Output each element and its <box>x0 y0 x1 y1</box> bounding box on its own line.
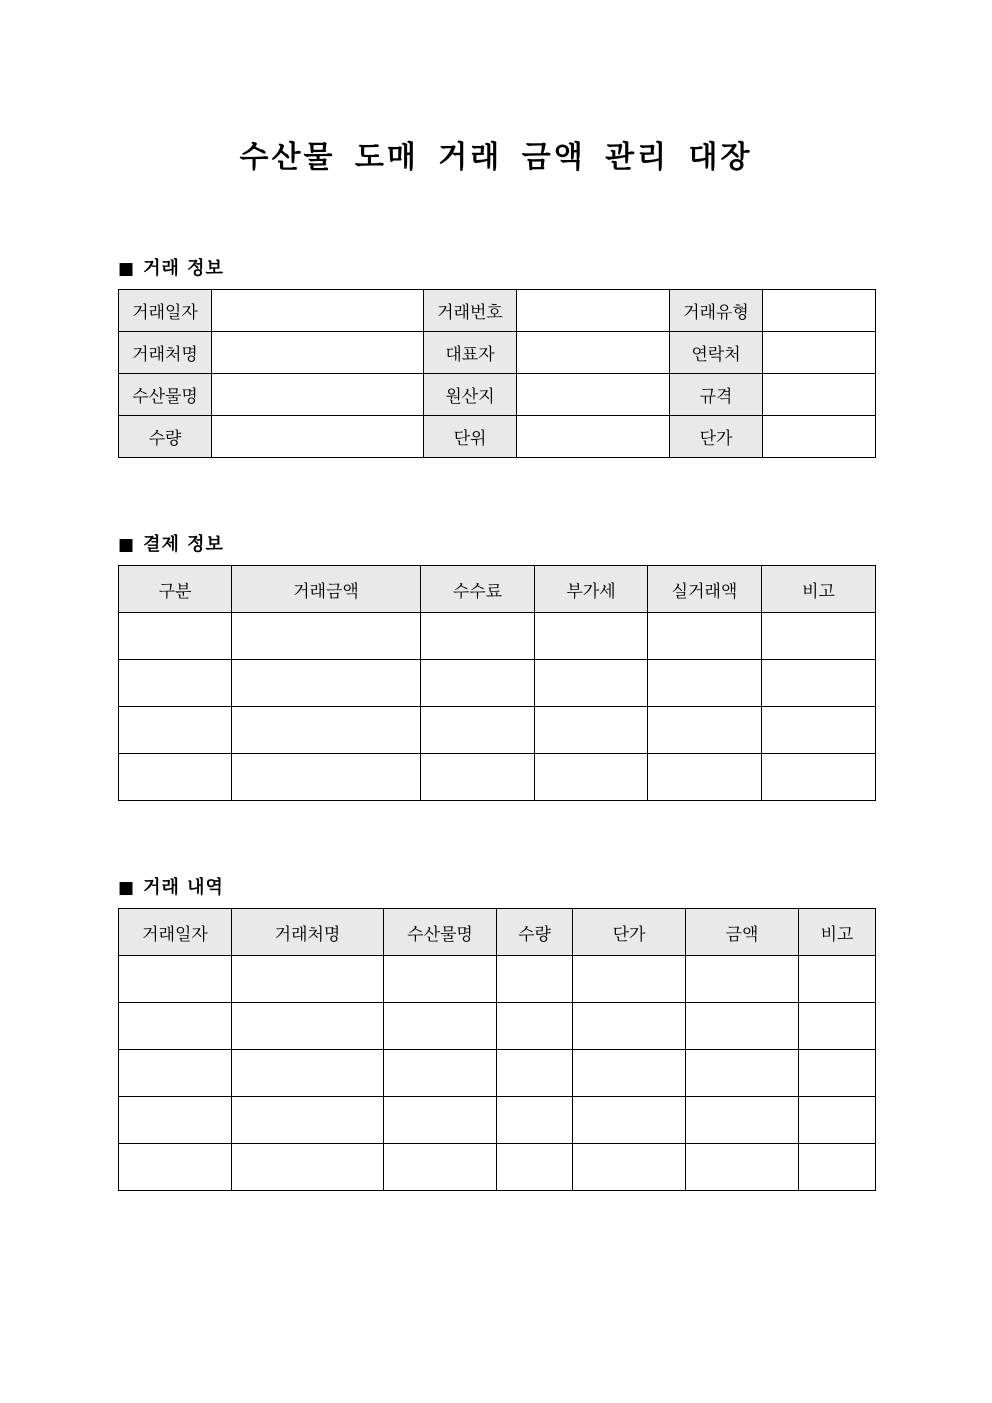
section-title: 거래 내역 <box>143 877 224 898</box>
table-cell[interactable] <box>119 707 232 754</box>
field-label: 수량 <box>119 416 212 458</box>
section-title: 결제 정보 <box>143 534 224 555</box>
field-value[interactable] <box>212 290 424 332</box>
field-label: 대표자 <box>424 332 517 374</box>
table-cell[interactable] <box>497 1050 573 1097</box>
table-cell[interactable] <box>232 1097 384 1144</box>
table-cell[interactable] <box>686 1003 799 1050</box>
table-row <box>119 754 876 801</box>
table-cell[interactable] <box>119 1003 232 1050</box>
field-label: 단가 <box>670 416 763 458</box>
table-cell[interactable] <box>799 1144 876 1191</box>
table-cell[interactable] <box>232 613 421 660</box>
column-header: 거래처명 <box>232 909 384 956</box>
table-cell[interactable] <box>648 613 762 660</box>
table-cell[interactable] <box>573 1050 686 1097</box>
field-label: 거래처명 <box>119 332 212 374</box>
table-cell[interactable] <box>762 660 876 707</box>
section-heading-info <box>118 254 224 280</box>
field-label: 연락처 <box>670 332 763 374</box>
table-cell[interactable] <box>232 754 421 801</box>
field-value[interactable] <box>763 416 876 458</box>
table-cell[interactable] <box>497 1003 573 1050</box>
table-cell[interactable] <box>232 707 421 754</box>
table-header-row <box>119 909 876 956</box>
table-cell[interactable] <box>648 660 762 707</box>
table-cell[interactable] <box>119 660 232 707</box>
field-value[interactable] <box>763 332 876 374</box>
field-value[interactable] <box>763 290 876 332</box>
table-row <box>119 290 876 332</box>
column-header: 수산물명 <box>384 909 497 956</box>
table-row <box>119 956 876 1003</box>
table-cell[interactable] <box>648 754 762 801</box>
table-cell[interactable] <box>686 1050 799 1097</box>
table-cell[interactable] <box>421 613 535 660</box>
table-cell[interactable] <box>497 1144 573 1191</box>
table-cell[interactable] <box>799 956 876 1003</box>
field-label: 원산지 <box>424 374 517 416</box>
table-cell[interactable] <box>535 613 648 660</box>
table-cell[interactable] <box>686 1097 799 1144</box>
table-cell[interactable] <box>232 1144 384 1191</box>
field-value[interactable] <box>212 374 424 416</box>
table-row <box>119 374 876 416</box>
table-cell[interactable] <box>232 660 421 707</box>
column-header: 거래금액 <box>232 566 421 613</box>
table-cell[interactable] <box>573 1144 686 1191</box>
table-cell[interactable] <box>762 754 876 801</box>
square-bullet-icon: ■ <box>118 878 136 898</box>
table-cell[interactable] <box>799 1050 876 1097</box>
column-header: 단가 <box>573 909 686 956</box>
table-cell[interactable] <box>384 1050 497 1097</box>
column-header: 실거래액 <box>648 566 762 613</box>
field-label: 거래유형 <box>670 290 763 332</box>
field-value[interactable] <box>212 332 424 374</box>
table-cell[interactable] <box>762 613 876 660</box>
column-header: 거래일자 <box>119 909 232 956</box>
section-title: 거래 정보 <box>143 258 224 279</box>
field-value[interactable] <box>517 374 670 416</box>
column-header: 수수료 <box>421 566 535 613</box>
table-cell[interactable] <box>573 1003 686 1050</box>
transaction-history-table <box>118 908 876 1191</box>
table-header-row <box>119 566 876 613</box>
page-title: 수산물 도매 거래 금액 관리 대장 <box>239 140 753 175</box>
table-cell[interactable] <box>497 956 573 1003</box>
table-cell[interactable] <box>686 1144 799 1191</box>
table-cell[interactable] <box>232 1050 384 1097</box>
table-row <box>119 1097 876 1144</box>
square-bullet-icon: ■ <box>118 259 136 279</box>
field-value[interactable] <box>517 332 670 374</box>
table-cell[interactable] <box>421 754 535 801</box>
field-label: 수산물명 <box>119 374 212 416</box>
column-header: 비고 <box>799 909 876 956</box>
table-cell[interactable] <box>119 1097 232 1144</box>
table-cell[interactable] <box>573 1097 686 1144</box>
section-heading-history <box>118 873 224 899</box>
table-cell[interactable] <box>535 660 648 707</box>
table-cell[interactable] <box>799 1003 876 1050</box>
table-cell[interactable] <box>799 1097 876 1144</box>
table-row <box>119 660 876 707</box>
field-label: 규격 <box>670 374 763 416</box>
table-row <box>119 1003 876 1050</box>
field-label: 단위 <box>424 416 517 458</box>
table-cell[interactable] <box>119 956 232 1003</box>
table-cell[interactable] <box>232 1003 384 1050</box>
column-header: 부가세 <box>535 566 648 613</box>
table-cell[interactable] <box>421 707 535 754</box>
table-row <box>119 332 876 374</box>
table-cell[interactable] <box>384 1003 497 1050</box>
table-cell[interactable] <box>535 754 648 801</box>
table-row <box>119 1050 876 1097</box>
column-header: 금액 <box>686 909 799 956</box>
column-header: 구분 <box>119 566 232 613</box>
table-cell[interactable] <box>421 660 535 707</box>
table-row <box>119 416 876 458</box>
table-cell[interactable] <box>384 1097 497 1144</box>
field-label: 거래번호 <box>424 290 517 332</box>
table-cell[interactable] <box>384 956 497 1003</box>
table-cell[interactable] <box>119 1144 232 1191</box>
table-cell[interactable] <box>762 707 876 754</box>
payment-info-table <box>118 565 876 801</box>
field-value[interactable] <box>517 290 670 332</box>
table-cell[interactable] <box>686 956 799 1003</box>
table-row <box>119 1144 876 1191</box>
table-cell[interactable] <box>535 707 648 754</box>
field-label: 거래일자 <box>119 290 212 332</box>
column-header: 비고 <box>762 566 876 613</box>
table-cell[interactable] <box>648 707 762 754</box>
table-cell[interactable] <box>384 1144 497 1191</box>
section-heading-payment <box>118 530 224 556</box>
field-value[interactable] <box>763 374 876 416</box>
table-cell[interactable] <box>119 754 232 801</box>
field-value[interactable] <box>517 416 670 458</box>
table-cell[interactable] <box>119 1050 232 1097</box>
table-cell[interactable] <box>573 956 686 1003</box>
table-row <box>119 707 876 754</box>
table-row <box>119 613 876 660</box>
table-cell[interactable] <box>497 1097 573 1144</box>
table-cell[interactable] <box>232 956 384 1003</box>
transaction-info-table <box>118 289 876 458</box>
column-header: 수량 <box>497 909 573 956</box>
table-cell[interactable] <box>119 613 232 660</box>
field-value[interactable] <box>212 416 424 458</box>
square-bullet-icon: ■ <box>118 535 136 555</box>
